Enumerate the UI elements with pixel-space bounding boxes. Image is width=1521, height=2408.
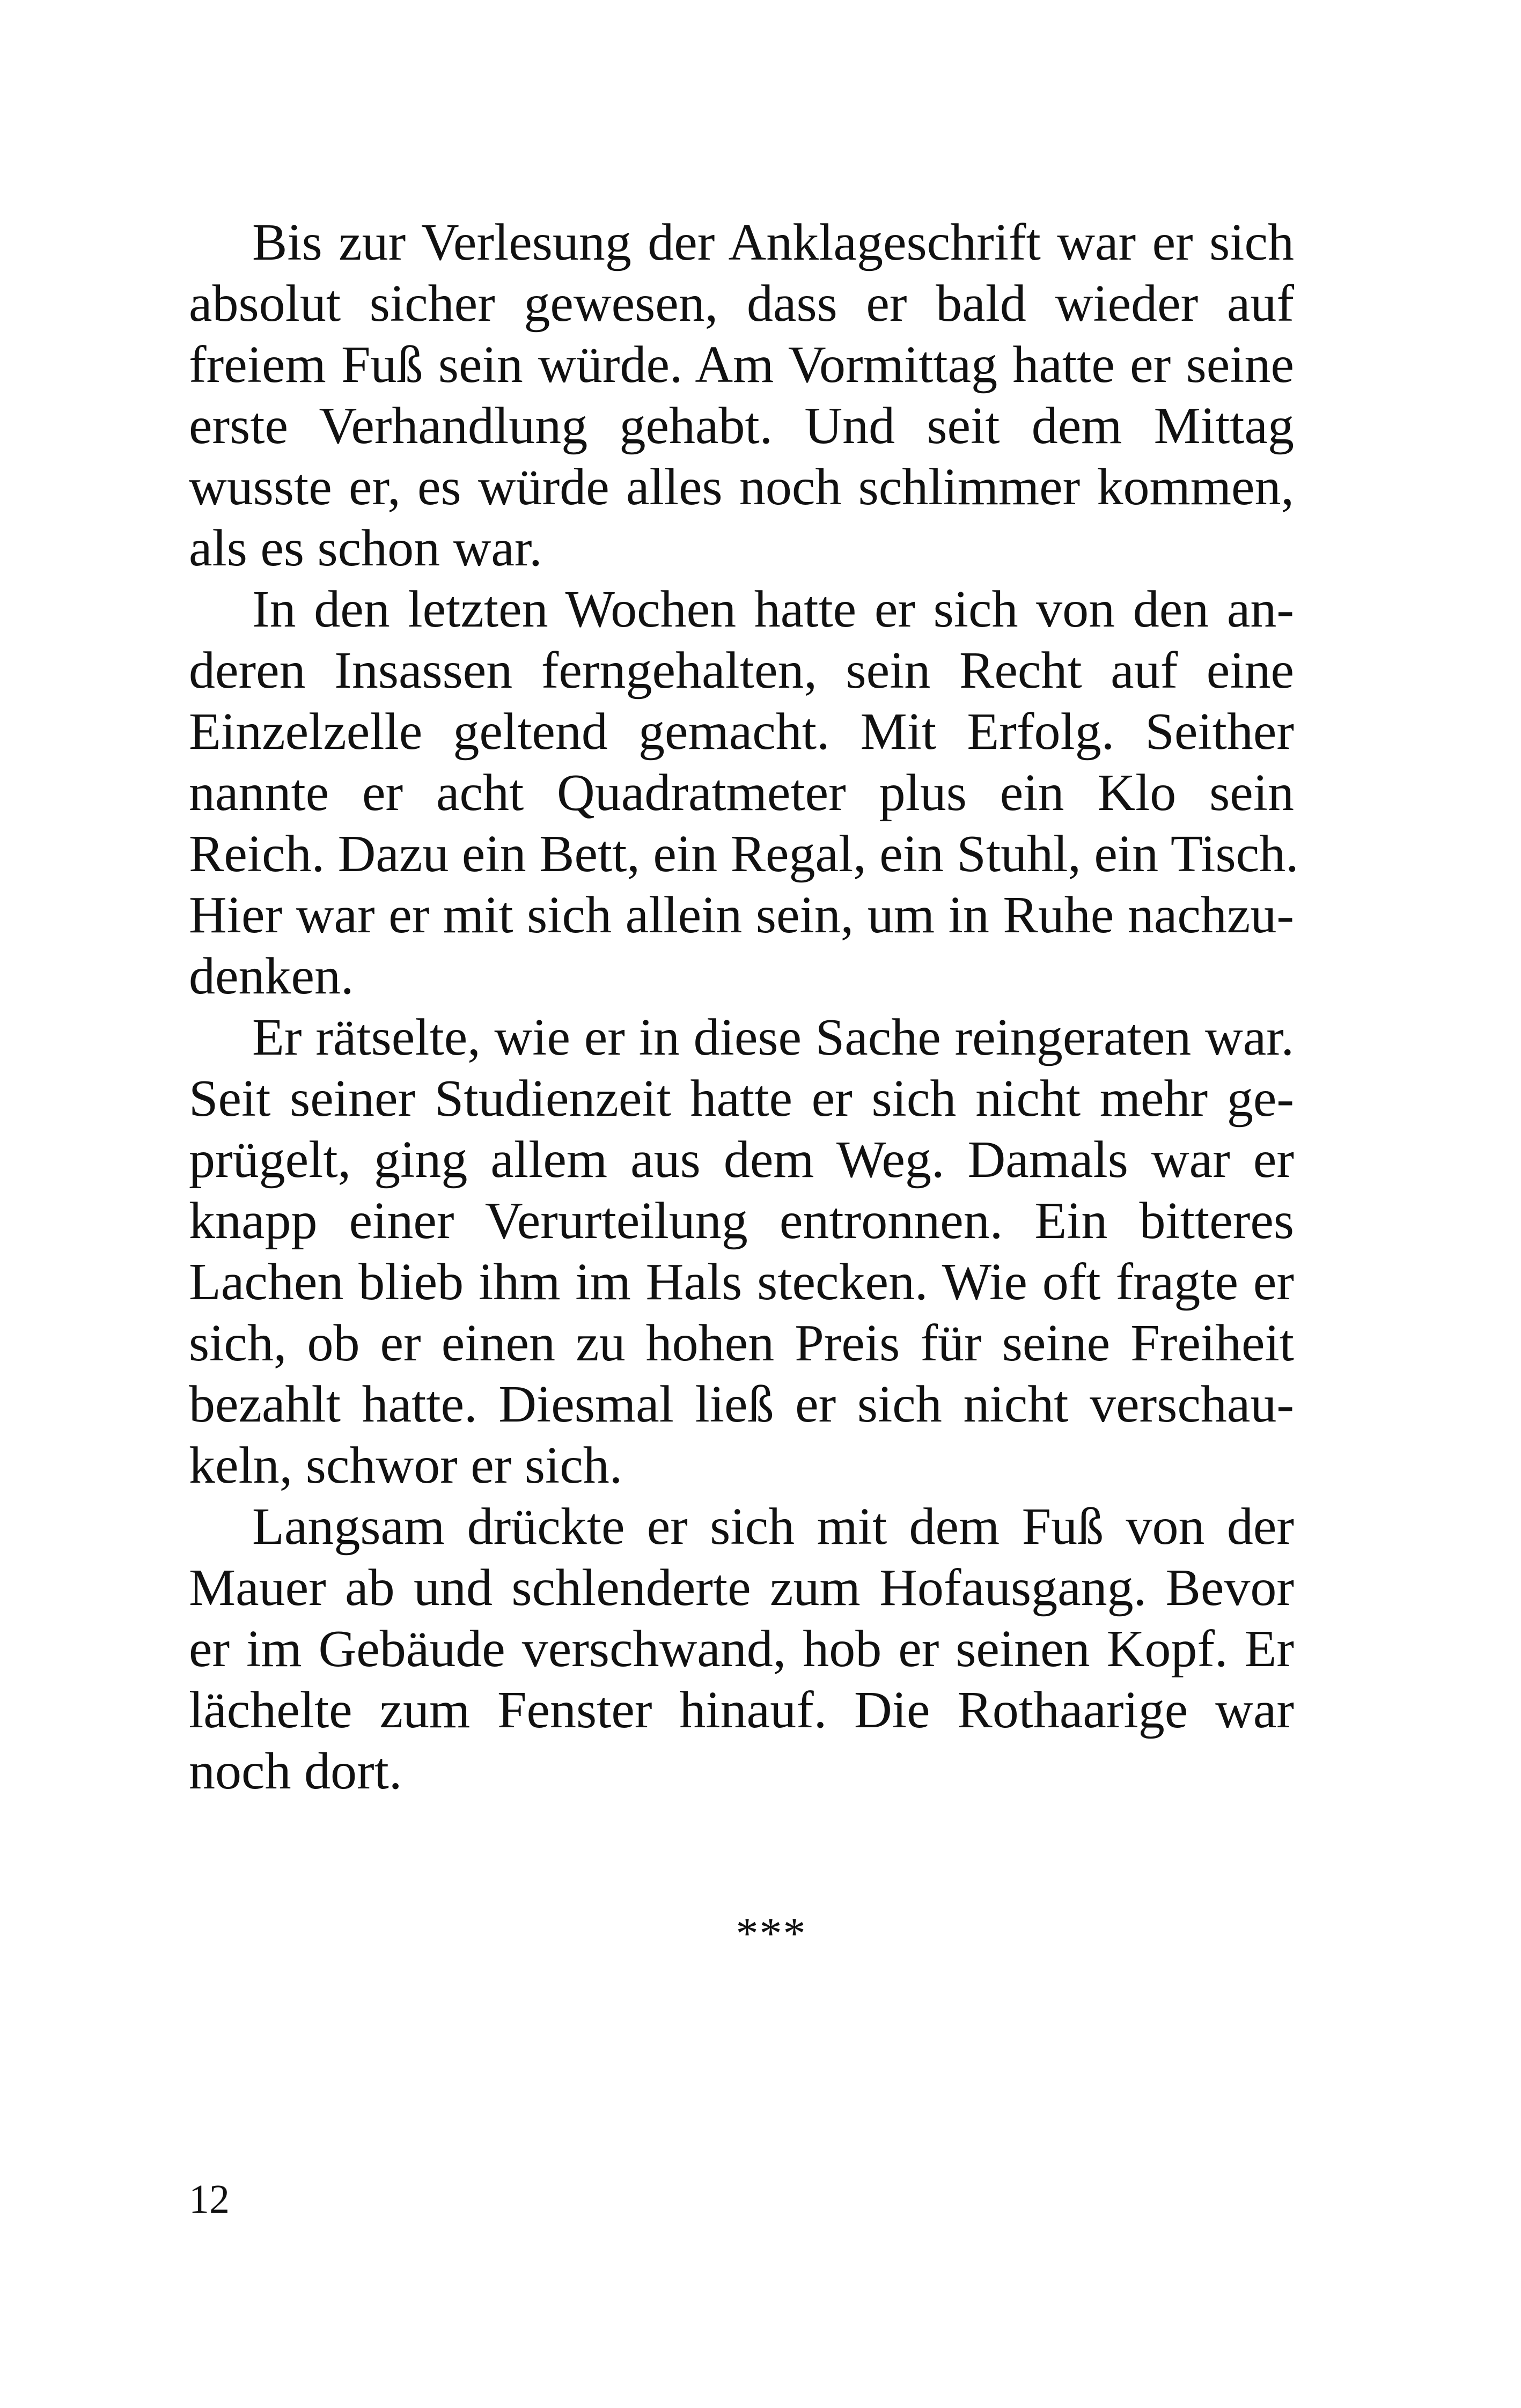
text-line: prügelt, ging allem aus dem Weg. Damals war er [189, 1131, 1294, 1189]
text-line: deren Insassen ferngehalten, sein Recht auf eine [189, 642, 1294, 699]
text-line: Reich. Dazu ein Bett, ein Regal, ein Stuhl, ein Tisch. [189, 825, 1299, 883]
text-line: Seit seiner Studienzeit hatte er sich nicht mehr ge- [189, 1070, 1294, 1128]
text-line: nannte er acht Quadratmeter plus ein Klo sein [189, 764, 1294, 822]
text-line: Mauer ab und schlenderte zum Hofausgang. Bevor [189, 1559, 1294, 1617]
text-line: knapp einer Verurteilung entronnen. Ein bitteres [189, 1192, 1294, 1250]
text-line: denken. [189, 947, 354, 1005]
section-separator: *** [736, 1909, 807, 1958]
text-line: erste Verhandlung gehabt. Und seit dem Mittag [189, 397, 1294, 455]
text-line: als es schon war. [189, 519, 542, 577]
text-line: Bis zur Verlesung der Anklageschrift war er sich [252, 213, 1294, 271]
text-line: freiem Fuß sein würde. Am Vormittag hatte er seine [189, 336, 1294, 394]
text-line: Langsam drückte er sich mit dem Fuß von der [252, 1498, 1294, 1556]
paragraph-4 [189, 1496, 1294, 1802]
body-text [189, 212, 1299, 1802]
text-line: keln, schwor er sich. [189, 1437, 623, 1494]
paragraph-3 [189, 1007, 1294, 1496]
text-line: lächelte zum Fenster hinauf. Die Rothaarige war [189, 1681, 1294, 1739]
text-line: wusste er, es würde alles noch schlimmer kommen, [189, 458, 1294, 516]
text-line: Lachen blieb ihm im Hals stecken. Wie oft fragte er [189, 1253, 1294, 1311]
paragraph-1 [189, 212, 1294, 579]
text-line: Hier war er mit sich allein sein, um in Ruhe nachzu- [189, 886, 1294, 944]
text-line: sich, ob er einen zu hohen Preis für seine Freiheit [189, 1314, 1294, 1372]
text-line: Er rätselte, wie er in diese Sache reingeraten war. [252, 1008, 1294, 1066]
paragraph-2 [189, 579, 1299, 1007]
text-line: er im Gebäude verschwand, hob er seinen Kopf. Er [189, 1620, 1294, 1678]
text-line: bezahlt hatte. Diesmal ließ er sich nicht verschau- [189, 1375, 1294, 1433]
text-line: In den letzten Wochen hatte er sich von den an- [252, 580, 1294, 638]
text-line: noch dort. [189, 1742, 402, 1800]
text-line: absolut sicher gewesen, dass er bald wieder auf [189, 275, 1294, 333]
page-number: 12 [189, 2177, 230, 2222]
text-line: Einzelzelle geltend gemacht. Mit Erfolg. Seither [189, 703, 1294, 761]
